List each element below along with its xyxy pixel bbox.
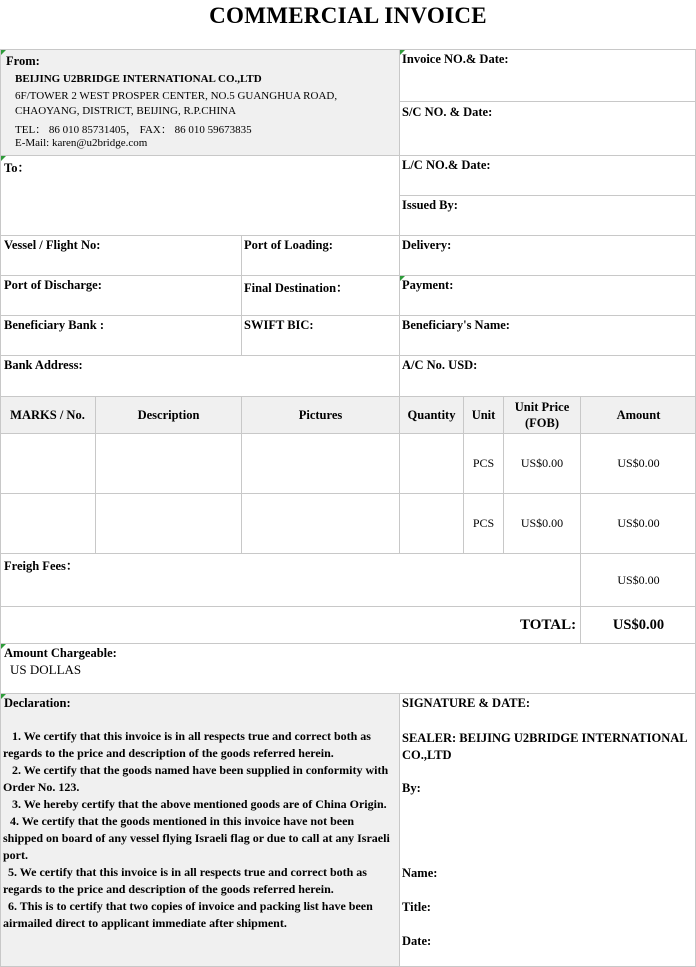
invoice-no-label: Invoice NO.& Date: xyxy=(402,52,509,66)
by-label: By: xyxy=(402,781,421,795)
date-label: Date: xyxy=(402,934,432,948)
declaration-item: 4. We certify that the goods mentioned in this invoice have not been shipped on board of any vessel flying Israeli flag or due to call at any Israeli port. xyxy=(3,814,390,862)
final-destination-label: Final Destination： xyxy=(244,281,349,295)
col-header-description: Description xyxy=(137,408,200,422)
sealer-text: SEALER: BEIJING U2BRIDGE INTERNATIONAL CO.,LTD xyxy=(402,731,687,762)
signature-date-label: SIGNATURE & DATE: xyxy=(402,696,531,710)
title-label: Title: xyxy=(402,900,431,914)
lc-no-label: L/C NO.& Date: xyxy=(402,158,491,172)
unit-price-basis: (FOB) xyxy=(524,416,560,430)
col-header-unit-price xyxy=(504,397,580,433)
row2-amount: US$0.00 xyxy=(617,516,660,530)
row2-unit-price: US$0.00 xyxy=(520,516,564,530)
col-header-unit: Unit xyxy=(471,408,496,422)
vessel-flight-label: Vessel / Flight No: xyxy=(4,238,101,252)
declaration-list xyxy=(3,728,395,932)
unit-price-label: Unit Price xyxy=(514,400,570,414)
col-header-amount: Amount xyxy=(616,408,661,422)
declaration-item: 3. We hereby certify that the above mentioned goods are of China Origin. xyxy=(12,797,387,811)
from-email: E-Mail: karen@u2bridge.com xyxy=(15,137,148,149)
declaration-item: 1. We certify that this invoice is in all respects true and correct both as regards to the price and description of the goods referred herein. xyxy=(3,729,371,760)
row2-unit: PCS xyxy=(472,516,495,530)
from-label: From: xyxy=(6,54,40,68)
delivery-label: Delivery: xyxy=(402,238,452,252)
amount-chargeable-value: US DOLLAS xyxy=(10,662,82,677)
amount-chargeable-label: Amount Chargeable: xyxy=(4,646,117,660)
freight-fees-amount: US$0.00 xyxy=(617,572,660,587)
swift-bic-label: SWIFT BIC: xyxy=(244,318,314,332)
payment-label: Payment: xyxy=(402,278,454,292)
from-address-line1: 6F/TOWER 2 WEST PROSPER CENTER, NO.5 GUANGHUA ROAD, xyxy=(15,90,338,102)
row1-unit: PCS xyxy=(472,456,495,470)
declaration-label: Declaration: xyxy=(4,696,71,710)
from-address-line2: CHAOYANG, DISTRICT, BEIJING, R.P.CHINA xyxy=(15,105,237,117)
issued-by-label: Issued By: xyxy=(402,198,458,212)
row1-unit-price: US$0.00 xyxy=(520,456,564,470)
total-amount: US$0.00 xyxy=(612,616,665,633)
beneficiary-bank-label: Beneficiary Bank : xyxy=(4,318,104,332)
row1-amount: US$0.00 xyxy=(617,456,660,470)
total-label: TOTAL: xyxy=(520,617,577,633)
invoice-title: COMMERCIAL INVOICE xyxy=(209,3,487,28)
declaration-item: 2. We certify that the goods named have been supplied in conformity with Order No. 123. xyxy=(3,763,389,794)
port-of-discharge-label: Port of Discharge: xyxy=(4,278,102,292)
port-of-loading-label: Port of Loading: xyxy=(244,238,333,252)
name-label: Name: xyxy=(402,866,438,880)
to-label: To： xyxy=(4,161,30,175)
from-phone-fax: TEL： 86 010 85731405， FAX： 86 010 59673835 xyxy=(15,124,252,136)
col-header-marks: MARKS / No. xyxy=(10,408,85,422)
declaration-item: 6. This is to certify that two copies of invoice and packing list have been airmailed direct to applicant immediate after shipment. xyxy=(3,899,373,930)
bank-address-label: Bank Address: xyxy=(4,358,83,372)
col-header-quantity: Quantity xyxy=(407,408,456,422)
freight-fees-label: Freigh Fees： xyxy=(4,559,79,573)
sc-no-label: S/C NO. & Date: xyxy=(402,105,493,119)
col-header-pictures: Pictures xyxy=(298,408,343,422)
declaration-item: 5. We certify that this invoice is in all respects true and correct both as regards to the price and description of the goods referred herein. xyxy=(3,865,367,896)
beneficiary-name-label: Beneficiary's Name: xyxy=(402,318,510,332)
ac-no-usd-label: A/C No. USD: xyxy=(402,358,478,372)
from-company: BEIJING U2BRIDGE INTERNATIONAL CO.,LTD xyxy=(15,73,262,85)
